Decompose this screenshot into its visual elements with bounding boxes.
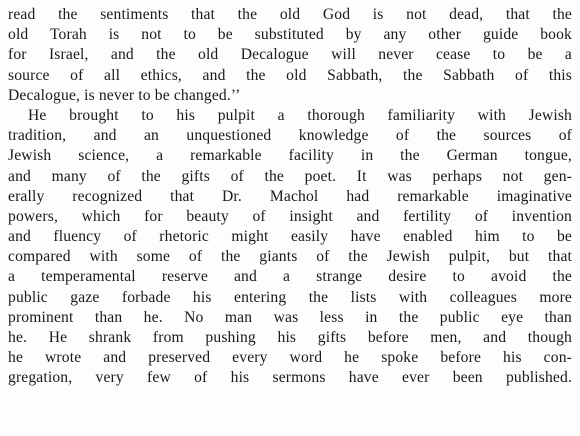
text-line: public gaze forbade his entering the lists with colleagues more [8, 288, 572, 306]
text-line: Decalogue, is never to be changed.’’ [8, 86, 241, 104]
text-line: he. He shrank from pushing his gifts before men, and though [8, 329, 572, 346]
text-line: Jewish science, a remarkable facility in the German tongue, [8, 147, 572, 165]
text-line: prominent than he. No man was less in the public eye than [8, 308, 572, 326]
text-line: tradition, and an unquestioned knowledge of the sources of [8, 127, 572, 145]
text-line: and fluency of rhetoric might easily have enabled him to be [8, 228, 572, 246]
text-line: gregation, very few of his sermons have ever been published. [8, 369, 572, 387]
text-line: read the sentiments that the old God is not dead, that the [8, 6, 572, 23]
text-line: he wrote and preserved every word he spoke before his con- [8, 349, 572, 367]
paragraph-1 [8, 5, 572, 106]
paragraph-2 [8, 106, 572, 389]
text-line: for Israel, and the old Decalogue will never cease to be a [8, 46, 572, 64]
text-line: a temperamental reserve and a strange desire to avoid the [8, 268, 572, 286]
text-line: old Torah is not to be substituted by any other guide book [8, 26, 572, 44]
text-line: powers, which for beauty of insight and fertility of invention [8, 207, 572, 225]
text-line: He brought to his pulpit a thorough familiarity with Jewish [28, 106, 572, 124]
body-text [8, 5, 572, 389]
text-line: erally recognized that Dr. Machol had remarkable imaginative [8, 187, 572, 205]
text-line: compared with some of the giants of the Jewish pulpit, but that [8, 248, 572, 266]
text-line: and many of the gifts of the poet. It was perhaps not gen- [8, 167, 572, 185]
text-line: source of all ethics, and the old Sabbath, the Sabbath of this [8, 66, 572, 84]
